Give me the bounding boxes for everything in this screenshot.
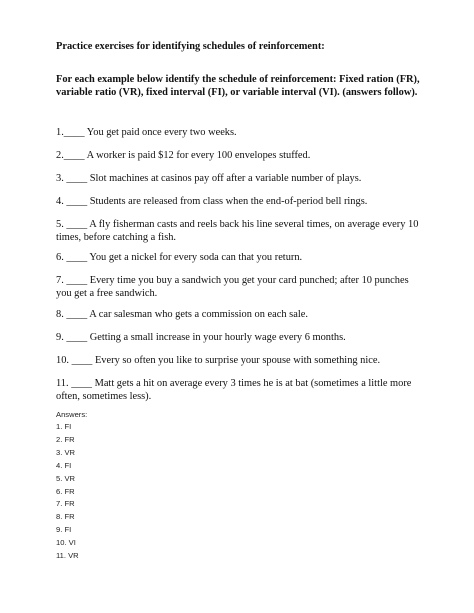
answer-item: 11. VR [56,551,79,561]
answers-section [56,408,87,563]
answer-item: 10. VI [56,538,76,548]
question-5: 5. ____ A fly fisherman casts and reels back his line several times, on average every 10 times, before catching a fish. [56,219,419,244]
instructions-paragraph: For each example below identify the schedule of reinforcement: Fixed ration (FR), variable ratio (VR), fixed interval (FI), or variable interval (VI). (answers follow). [56,74,420,99]
answer-item: 4. FI [56,460,72,470]
worksheet-title: Practice exercises for identifying schedules of reinforcement: [56,41,325,52]
question-8: 8. ____ A car salesman who gets a commission on each sale. [56,309,308,320]
question-1: 1.____ You get paid once every two weeks. [56,127,237,138]
answer-item: 1. FI [56,422,72,431]
question-3: 3. ____ Slot machines at casinos pay off after a variable number of plays. [56,173,362,184]
answer-item: 6. FR [56,486,75,496]
answer-item: 9. FI [56,525,72,535]
answer-item: 3. VR [56,447,75,457]
answer-item: 7. FR [56,499,75,509]
answer-item: 8. FR [56,512,75,522]
question-11: 11. ____ Matt gets a hit on average every 3 times he is at bat (sometimes a little more often, sometimes less). [56,378,412,403]
question-4: 4. ____ Students are released from class when the end-of-period bell rings. [56,196,368,207]
question-9: 9. ____ Getting a small increase in your hourly wage every 6 months. [56,332,346,343]
question-10: 10. ____ Every so often you like to surprise your spouse with something nice. [56,355,381,366]
answers-heading: Answers: [56,410,88,419]
question-2: 2.____ A worker is paid $12 for every 100 envelopes stuffed. [56,150,311,161]
question-6: 6. ____ You get a nickel for every soda can that you return. [56,252,303,263]
answer-item: 5. VR [56,473,75,483]
answer-item: 2. FR [56,434,75,444]
question-7: 7. ____ Every time you buy a sandwich you get your card punched; after 10 punches you get a free sandwich. [56,275,409,300]
